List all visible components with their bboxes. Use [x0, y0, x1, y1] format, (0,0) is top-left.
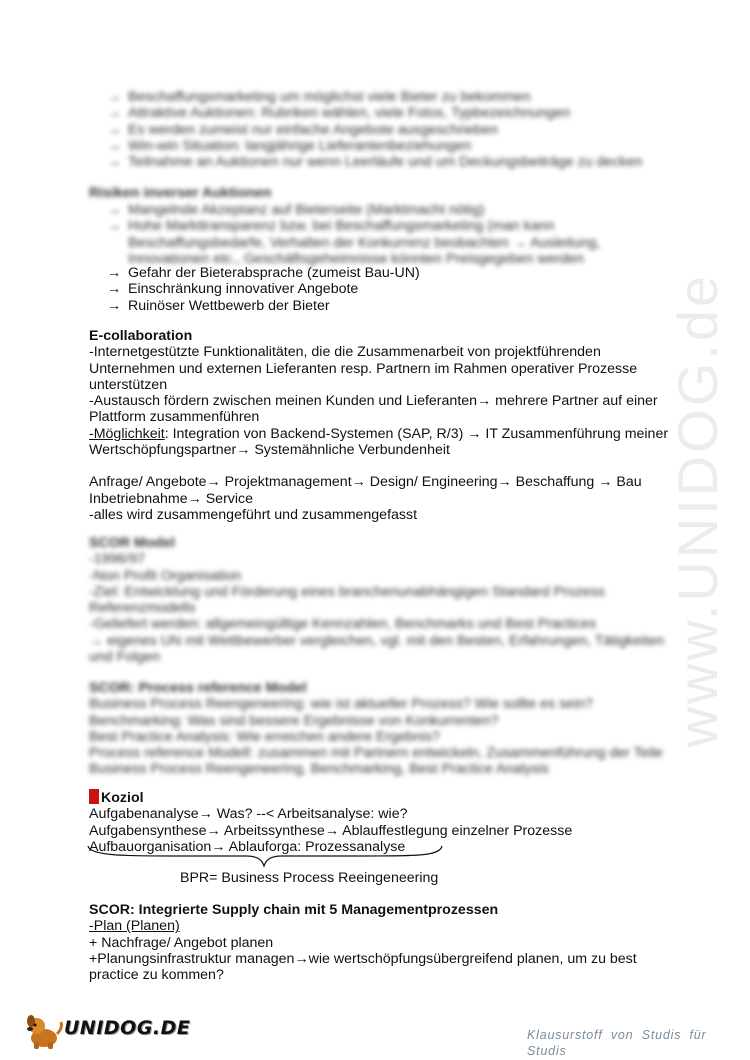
paragraph-line: Anfrage/ Angebote→ Projektmanagement→ Design/ Engineering→ Beschaffung → Bau: [89, 474, 642, 491]
paragraph-line: Aufgabensynthese→ Arbeitssynthese→ Ablauffestlegung einzelner Prozesse: [89, 822, 573, 839]
list-item: → Attraktive Auktionen: Rubriken wählen, viele Fotos, Typbezeichnungen: [107, 105, 571, 122]
section-heading: SCOR: Integrierte Supply chain mit 5 Managementprozessen: [89, 902, 499, 918]
logo-text: UNIDOG.DE: [64, 1017, 191, 1039]
section-heading: Koziol: [89, 789, 689, 806]
arrow-icon: →: [107, 265, 122, 281]
paragraph-line: practice zu kommen?: [89, 967, 224, 984]
paragraph-line: -Internetgestützte Funktionalitäten, die die Zusammenarbeit von projektführenden: [89, 344, 601, 361]
paragraph-line: Unternehmen und externen Lieferanten resp. Partnern im Rahmen operativer Prozesse: [89, 360, 638, 377]
paragraph-line: -alles wird zusammengeführt und zusammengefasst: [89, 506, 418, 523]
list-item: → Hohe Markttransparenz bzw. bei Beschaffungsmarketing (man kann Beschaffungsbedarfe, Verhalten der Konkurrenz beobachten → Ausleitung, Innovationen etc., Geschäftsgeheimnisse könnten Preisgegeben werden: [107, 218, 601, 267]
blurred-heading-risks: Risiken inverser Auktionen: [89, 185, 272, 201]
blurred-scor-reference-section: SCOR: Process reference Model Business Process Reengeneering: wie ist aktueller Prozess? Wie sollte es sein? Benchmarking: Was sind bessere Ergebnisse von Konkurrenten? Best Practice Analysis: Wie erreichen andere Ergebnis? Process reference Modell: zusammen mit Partnern entwickeln, Zusammenführung der Teile Business Process Reengeneering, Benchmarking, Best Practice Analysis: [89, 680, 663, 778]
scor-supply-chain-section: [89, 902, 689, 983]
paragraph-line: Wertschöpfungspartner→ Systemähnliche Verbundenheit: [89, 442, 450, 459]
dog-icon: [24, 1014, 64, 1050]
paragraph-line: + Nachfrage/ Angebot planen: [89, 934, 274, 951]
paragraph-line: [89, 918, 689, 934]
risks-list: [107, 265, 420, 314]
list-item: → Einschränkung innovativer Angebote: [107, 281, 359, 298]
blurred-scor-model-section: SCOR Model -1996/97 -Non Profit Organisation -Ziel: Entwicklung und Förderung eines branchenunabhängigen Standard Prozess Referenzmodells -Geliefert werden: allgemeingültige Kennzahlen, Benchmarks und Best Practices → eigenes UN mit Wettbewerber vergleichen, vgl. mit den Besten, Erfahrungen, Tätigkeiten und Folgen: [89, 535, 665, 666]
list-item: → Es werden zumeist nur einfache Angebote ausgeschrieben: [107, 121, 498, 138]
comment-marker-icon: [89, 789, 99, 804]
arrow-icon: →: [107, 281, 122, 298]
section-heading: E-collaboration: [89, 328, 193, 344]
paragraph-line: Inbetriebnahme→ Service: [89, 490, 254, 507]
blurred-bullet-list-1: [107, 89, 642, 170]
list-item: → Gefahr der Bieterabsprache (zumeist Bau-UN): [107, 265, 420, 281]
paragraph-line: Aufbauorganisation→ Ablauforga: Prozessanalyse: [89, 838, 406, 855]
paragraph-line: unterstützen: [89, 376, 168, 393]
list-item: → Beschaffungsmarketing um möglichst viele Bieter zu bekommen: [107, 89, 531, 105]
underlined-label: -Möglichkeit: [89, 425, 165, 442]
ecollaboration-section: [89, 328, 689, 523]
list-item: → Ruinöser Wettbewerb der Bieter: [107, 297, 330, 314]
paragraph-line: -Möglichkeit: Integration von Backend-Systemen (SAP, R/3) → IT Zusammenführung meiner: [89, 425, 669, 442]
underlined-label: -Plan (Planen): [89, 918, 180, 935]
paragraph-line: Aufgabenanalyse→ Was? --< Arbeitsanalyse: wie?: [89, 806, 408, 823]
paragraph-line: +Planungsinfrastruktur managen→wie wertschöpfungsübergreifend planen, um zu best: [89, 950, 637, 967]
list-item: → Win-win Situation: langjährige Lieferantenbeziehungen: [107, 137, 472, 154]
paragraph-line: Plattform zusammenführen: [89, 409, 260, 426]
paragraph-line: -Austausch fördern zwischen meinen Kunden und Lieferanten→ mehrere Partner auf einer: [89, 393, 658, 410]
arrow-icon: →: [107, 297, 122, 314]
watermark-text: www.UNIDOG.de: [665, 272, 729, 748]
footer-tagline: Klausurstoff von Studis für Studis: [527, 1028, 707, 1059]
list-item: → Mangelnde Akzeptanz auf Bieterseite (Marktmacht nötig): [107, 202, 485, 218]
blurred-bullet-list-2: [107, 202, 618, 267]
brace-label: BPR= Business Process Reeingeneering: [180, 870, 439, 886]
unidog-logo: [24, 1014, 191, 1050]
curly-brace-icon: [86, 844, 446, 870]
list-item: → Teilnahme an Auktionen nur wenn Leerläufe und um Deckungsbeiträge zu decken: [107, 154, 643, 171]
